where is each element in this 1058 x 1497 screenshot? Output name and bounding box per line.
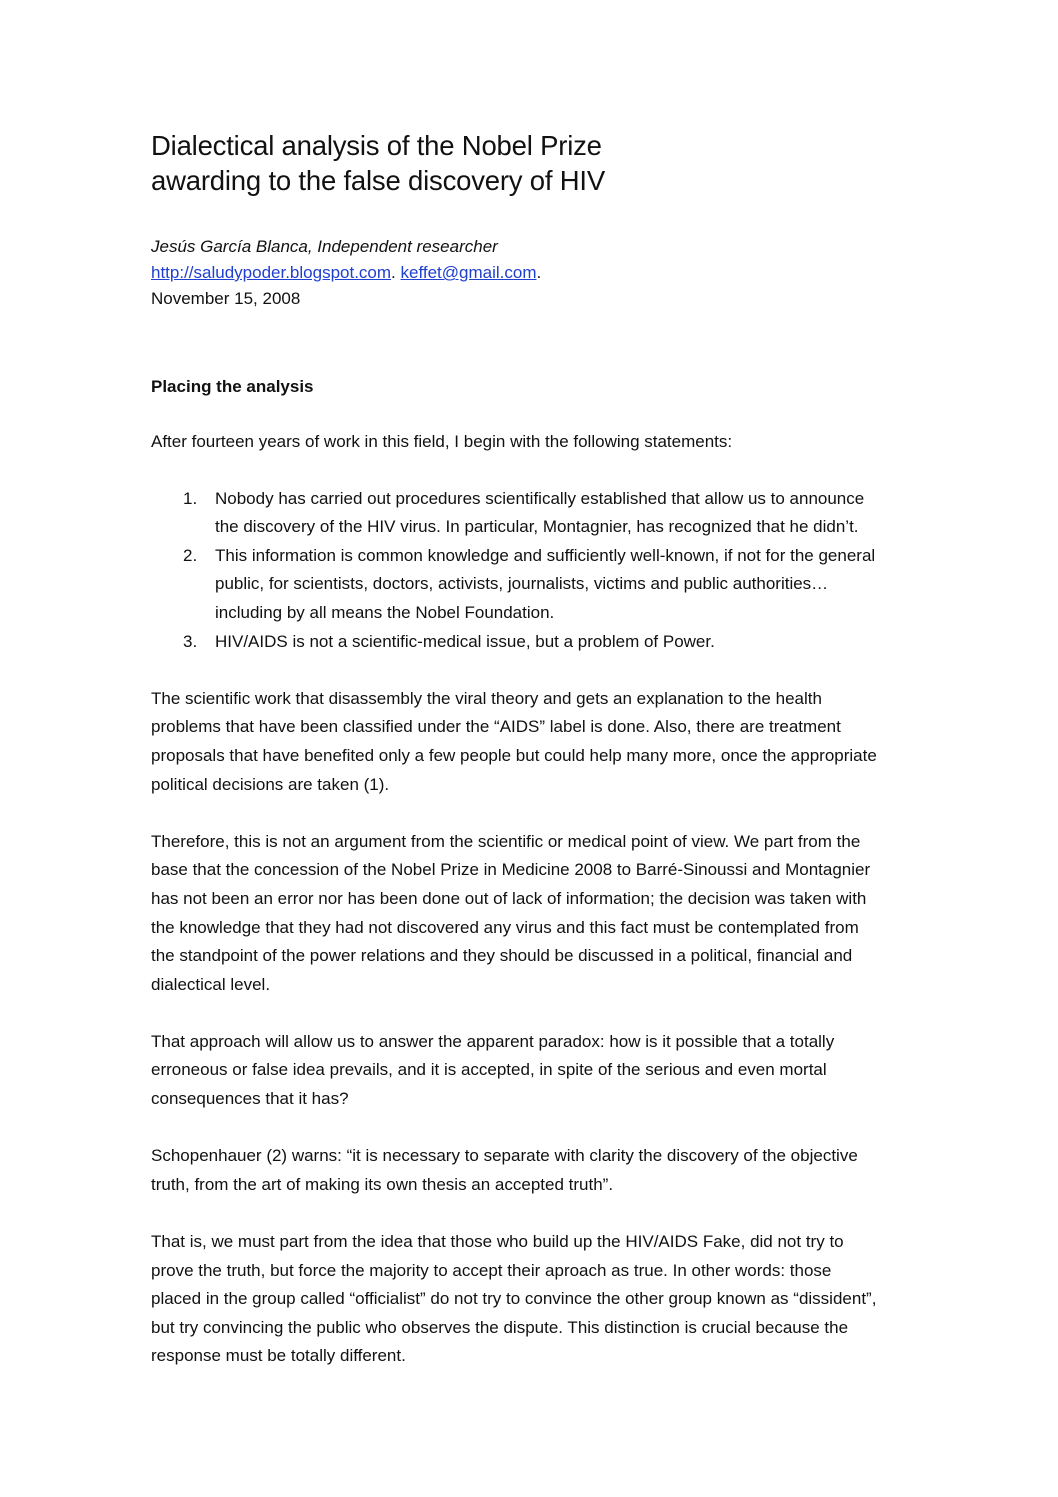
author-block: [151, 234, 911, 312]
intro-paragraph: After fourteen years of work in this field, I begin with the following statements:: [151, 432, 733, 451]
statement-line: including by all means the Nobel Foundation.: [215, 602, 555, 622]
email-link[interactable]: keffet@gmail.com: [400, 263, 537, 282]
paragraph-line: That approach will allow us to answer the apparent paradox: how is it possible that a totally: [151, 1031, 835, 1051]
paragraph-line: truth, from the art of making its own thesis an accepted truth”.: [151, 1174, 614, 1194]
statements-list: [151, 485, 911, 657]
paragraph-line: problems that have been classified under the “AIDS” label is done. Also, there are treatment: [151, 717, 841, 737]
paragraph-line: political decisions are taken (1).: [151, 774, 390, 794]
title-line-1: Dialectical analysis of the Nobel Prize: [151, 130, 602, 161]
contact-line: [151, 260, 911, 286]
document-title: [151, 128, 911, 198]
paragraph-line: base that the concession of the Nobel Prize in Medicine 2008 to Barré-Sinoussi and Montagnier: [151, 860, 871, 880]
statement-line: Nobody has carried out procedures scientifically established that allow us to announce: [215, 488, 865, 508]
statement-line: public, for scientists, doctors, activists, journalists, victims and public authorities…: [215, 574, 829, 594]
section-heading: Placing the analysis: [151, 377, 314, 396]
paragraph-line: but try convincing the public who observes the dispute. This distinction is crucial because the: [151, 1317, 849, 1337]
paragraph-line: proposals that have benefited only a few people but could help many more, once the appropriate: [151, 745, 877, 765]
paragraph-line: the knowledge that they had not discovered any virus and this fact must be contemplated from: [151, 917, 859, 937]
paragraph-line: the standpoint of the power relations and they should be discussed in a political, financial and: [151, 946, 853, 966]
body-paragraph: [151, 1228, 911, 1371]
body-paragraph: [151, 828, 911, 1000]
statement-line: This information is common knowledge and sufficiently well-known, if not for the general: [215, 545, 876, 565]
paragraph-line: The scientific work that disassembly the viral theory and gets an explanation to the health: [151, 688, 822, 708]
paragraph-line: response must be totally different.: [151, 1346, 406, 1366]
statement-number: 1.: [183, 488, 198, 508]
body-paragraph: [151, 685, 911, 799]
contact-separator: .: [391, 263, 401, 282]
contact-end: .: [536, 263, 542, 282]
paragraph-line: placed in the group called “officialist” do not try to convince the other group known as “dissident”,: [151, 1289, 877, 1309]
paragraph-line: consequences that it has?: [151, 1089, 349, 1109]
statement-number: 2.: [183, 545, 198, 565]
paragraph-line: That is, we must part from the idea that those who build up the HIV/AIDS Fake, did not try to: [151, 1232, 844, 1252]
paragraph-line: has not been an error nor has been done out of lack of information; the decision was taken with: [151, 888, 867, 908]
body-paragraph: [151, 1028, 911, 1114]
paragraph-line: prove the truth, but force the majority to accept their aproach as true. In other words: those: [151, 1260, 832, 1280]
paragraph-line: Schopenhauer (2) warns: “it is necessary to separate with clarity the discovery of the objective: [151, 1146, 858, 1166]
statement-item: [151, 485, 911, 542]
title-line-2: awarding to the false discovery of HIV: [151, 165, 606, 196]
statement-number: 3.: [183, 631, 198, 651]
blog-link[interactable]: http://saludypoder.blogspot.com: [151, 263, 392, 282]
statement-line: HIV/AIDS is not a scientific-medical issue, but a problem of Power.: [215, 631, 715, 651]
document-body: [151, 128, 911, 1371]
statement-item: [151, 628, 911, 657]
statement-line: the discovery of the HIV virus. In particular, Montagnier, has recognized that he didn’t.: [215, 517, 859, 537]
author-name: Jesús García Blanca, Independent researcher: [151, 237, 498, 256]
paragraph-line: Therefore, this is not an argument from the scientific or medical point of view. We part from the: [151, 831, 861, 851]
paragraph-line: dialectical level.: [151, 974, 271, 994]
statement-item: [151, 542, 911, 628]
body-paragraph: [151, 1142, 911, 1199]
paragraph-line: erroneous or false idea prevails, and it is accepted, in spite of the serious and even mortal: [151, 1060, 827, 1080]
publication-date: November 15, 2008: [151, 289, 301, 308]
